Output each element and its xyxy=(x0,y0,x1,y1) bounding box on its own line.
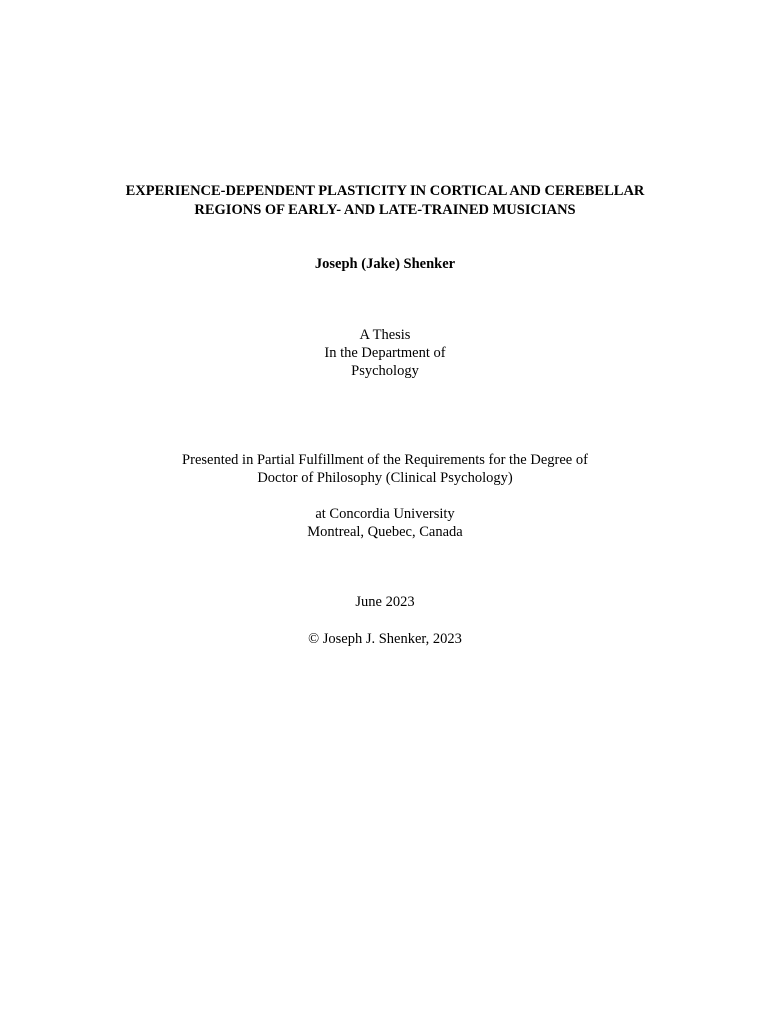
submission-date: June 2023 xyxy=(355,594,415,610)
thesis-label: A Thesis xyxy=(359,327,411,343)
department-name: Psychology xyxy=(351,363,419,379)
thesis-title-line-2: REGIONS OF EARLY- AND LATE-TRAINED MUSICIANS xyxy=(194,202,576,218)
author-name: Joseph (Jake) Shenker xyxy=(314,256,456,272)
degree-name: Doctor of Philosophy (Clinical Psychology) xyxy=(257,470,513,486)
copyright-notice: © Joseph J. Shenker, 2023 xyxy=(308,631,462,647)
university-name: at Concordia University xyxy=(315,506,455,522)
thesis-title-line-1: EXPERIENCE-DEPENDENT PLASTICITY IN CORTICAL AND CEREBELLAR xyxy=(125,183,645,199)
fulfillment-statement: Presented in Partial Fulfillment of the Requirements for the Degree of xyxy=(182,452,588,468)
department-label: In the Department of xyxy=(324,345,446,361)
university-location: Montreal, Quebec, Canada xyxy=(307,524,463,540)
